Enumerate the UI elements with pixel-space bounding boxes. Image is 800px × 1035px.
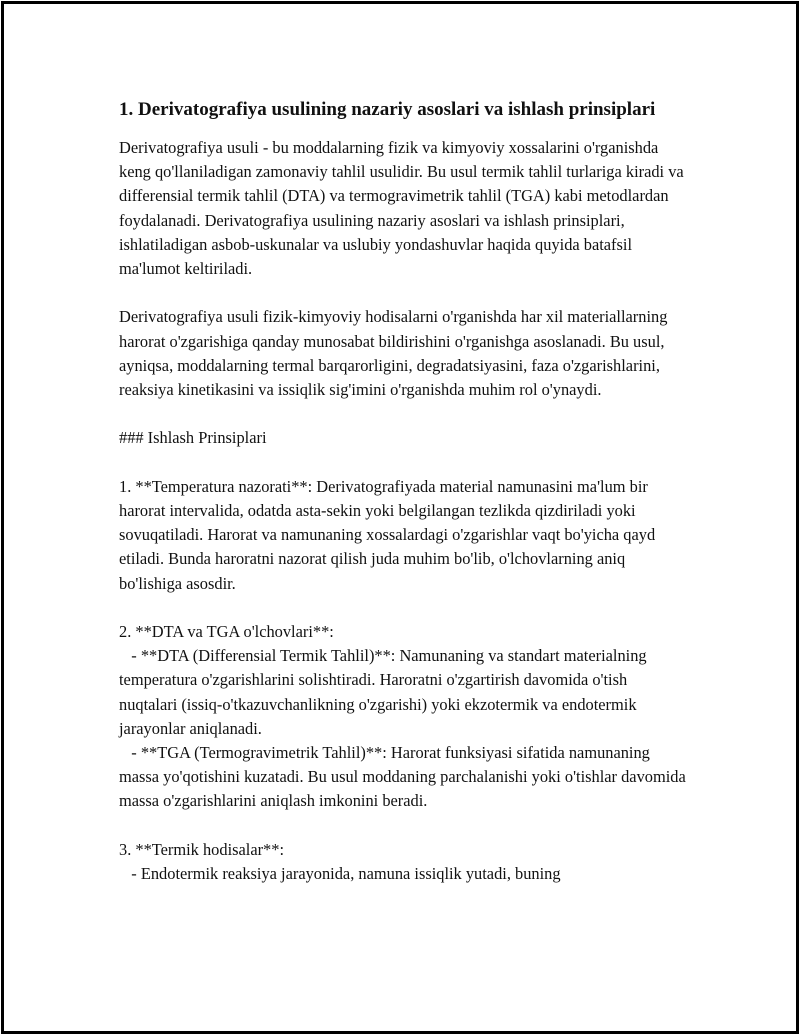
paragraph-intro: Derivatografiya usuli - bu moddalarning fizik va kimyoviy xossalarini o'rganishda keng qo'llaniladigan zamonaviy tahlil usulidir. Bu usul termik tahlil turlariga kiradi va differensial termik tahlil (DTA) va termogravimetrik tahlil (TGA) kabi metodlardan foydalanadi. Derivatografiya usulining nazariy asoslari va ishlash prinsiplari, ishlatiladigan asbob-uskunalar va uslubiy yondashuvlar haqida quyida batafsil ma'lumot keltiriladi. bbox=[119, 138, 688, 279]
paragraph-gap bbox=[119, 281, 689, 305]
paragraph-foundation: Derivatografiya usuli fizik-kimyoviy hodisalarni o'rganishda har xil materiallarning harorat o'zgarishiga qanday munosabat bildirishini o'rganishga asoslanadi. Bu usul, ayniqsa, moddalarning termal barqarorligini, degradatsiyasini, faza o'zgarishlarini, reaksiya kinetikasini va issiqlik sig'imini o'rganishda muhim rol o'ynaydi. bbox=[119, 307, 672, 400]
paragraph-gap bbox=[119, 596, 689, 620]
list-item-dta-tga: 2. **DTA va TGA o'lchovlari**: - **DTA (Differensial Termik Tahlil)**: Namunaning va standart materialning temperatura o'zgarishlarini solishtiradi. Haroratni o'zgartirish davomida o'tish nuqtalari (issiq-o'tkazuvchanlikning o'zgarishi) yoki ekzotermik va endotermik jarayonlar aniqlanadi. - **TGA (Termogravimetrik Tahlil)**: Harorat funksiyasi sifatida namunaning massa yo'qotishini kuzatadi. Bu usul moddaning parchalanishi yoki o'tishlar davomida massa o'zgarishlarini aniqlash imkonini beradi. bbox=[119, 622, 686, 811]
section-heading: 1. Derivatografiya usulining nazariy asoslari va ishlash prinsiplari bbox=[119, 99, 656, 120]
list-item-thermal-events: 3. **Termik hodisalar**: - Endotermik reaksiya jarayonida, namuna issiqlik yutadi, buning bbox=[119, 839, 561, 884]
list-item-temperature-control: 1. **Temperatura nazorati**: Derivatografiyada material namunasini ma'lum bir harorat intervalida, odatda asta-sekin yoki belgilangan tezlikda qizdiriladi yoki sovuqatiladi. Harorat va namunaning xossalardagi o'zgarishlar vaqt bo'yicha qayd etiladi. Bunda haroratni nazorat qilish juda muhim bo'lib, o'lchovlarning aniq bo'lishiga asosdir. bbox=[119, 476, 660, 593]
document-content bbox=[119, 96, 689, 886]
paragraph-gap bbox=[119, 814, 689, 838]
document-page bbox=[1, 1, 799, 1034]
subheading-principles: ### Ishlash Prinsiplari bbox=[119, 428, 267, 448]
paragraph-gap bbox=[119, 451, 689, 475]
paragraph-gap bbox=[119, 402, 689, 426]
